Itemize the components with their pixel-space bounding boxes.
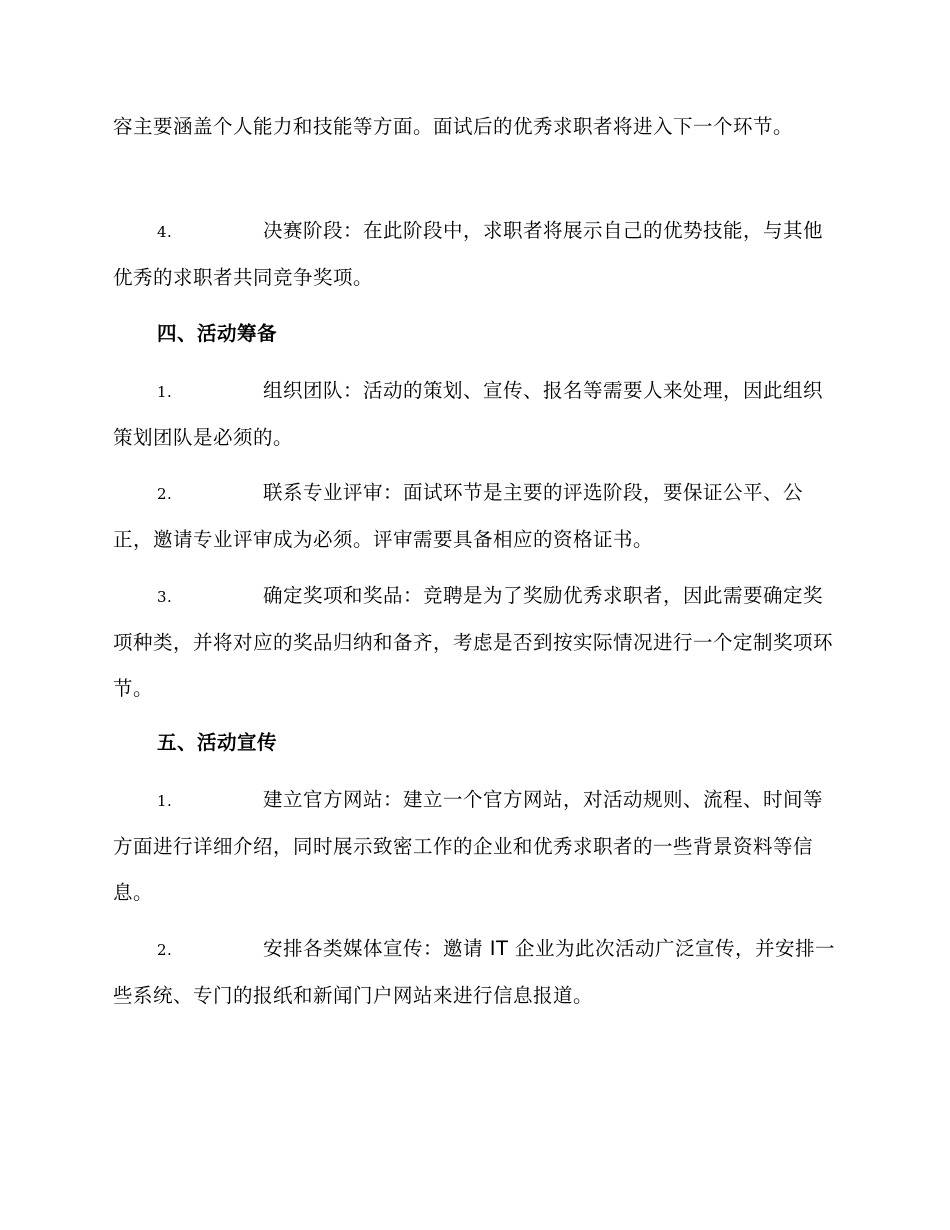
list-number: 2. xyxy=(157,485,173,503)
list-number: 4. xyxy=(157,223,173,241)
list-item-text: 确定奖项和奖品：竞聘是为了奖励优秀求职者，因此需要确定奖项种类，并将对应的奖品归纳和备齐，考虑是否到按实际情况进行一个定制奖项环节。 xyxy=(113,584,834,700)
list-item-text: 安排各类媒体宣传：邀请 IT 企业为此次活动广泛宣传，并安排一些系统、专门的报纸和新闻门户网站来进行信息报道。 xyxy=(113,937,836,1007)
list-item-text: 组织团队：活动的策划、宣传、报名等需要人来处理，因此组织策划团队是必须的。 xyxy=(113,379,824,449)
section-heading-promotion: 五、活动宣传 xyxy=(157,731,278,754)
section-heading-preparation: 四、活动筹备 xyxy=(157,322,278,345)
list-number: 1. xyxy=(157,383,173,401)
list-item-media-promotion xyxy=(113,926,838,1019)
list-item-text: 建立官方网站：建立一个官方网站，对活动规则、流程、时间等方面进行详细介绍，同时展示致密工作的企业和优秀求职者的一些背景资料等信息。 xyxy=(113,788,824,904)
list-number: 1. xyxy=(157,792,173,810)
list-item-organize-team xyxy=(113,368,838,461)
list-item-awards xyxy=(113,573,838,712)
list-number: 2. xyxy=(157,941,173,959)
list-item-contact-judges xyxy=(113,470,838,563)
list-item-final-stage xyxy=(113,208,838,301)
list-item-text: 联系专业评审：面试环节是主要的评选阶段，要保证公平、公正，邀请专业评审成为必须。评审需要具备相应的资格证书。 xyxy=(113,481,804,551)
continuation-paragraph: 容主要涵盖个人能力和技能等方面。面试后的优秀求职者将进入下一个环节。 xyxy=(113,115,794,138)
list-item-text: 决赛阶段：在此阶段中，求职者将展示自己的优势技能，与其他优秀的求职者共同竞争奖项。 xyxy=(113,219,824,289)
list-number: 3. xyxy=(157,588,173,606)
list-item-official-website xyxy=(113,777,838,916)
